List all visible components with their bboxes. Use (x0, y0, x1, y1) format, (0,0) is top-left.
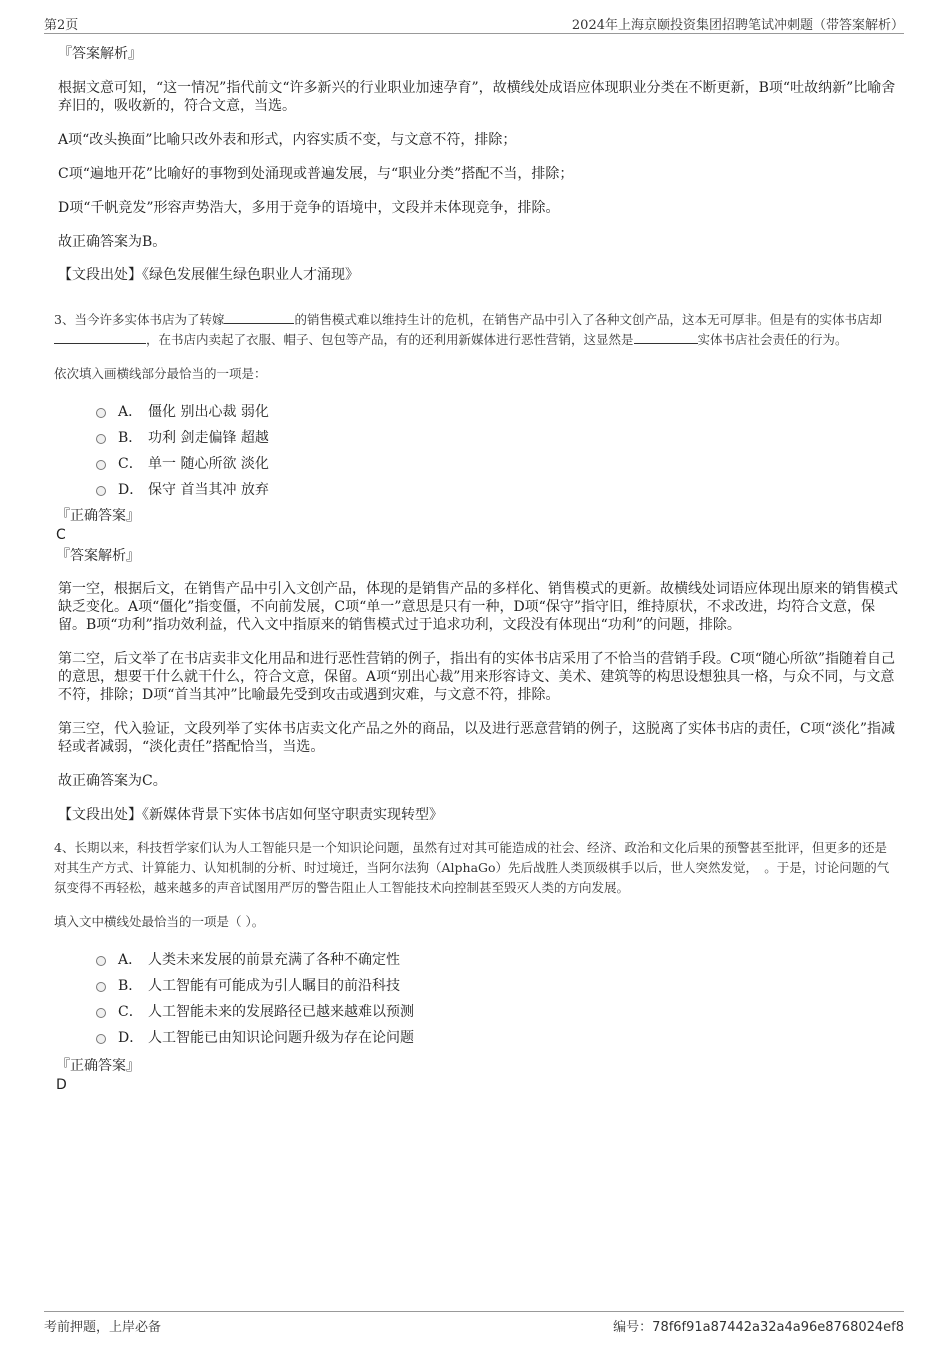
header-divider (44, 33, 904, 34)
footer-code-label: 编号： (613, 1320, 653, 1335)
q3-stem (54, 310, 898, 350)
q3-options (58, 398, 898, 502)
q4-prompt: 填入文中横线处最恰当的一项是（ ）。 (54, 914, 265, 929)
q2-analysis-p2: A项“改头换面”比喻只改外表和形式，内容实质不变，与文意不符，排除； (58, 132, 517, 148)
q3-stem-part1: 3、当今许多实体书店为了转嫁 (54, 312, 225, 327)
q4-option-b[interactable]: B． 人工智能有可能成为引人瞩目的前沿科技 (58, 972, 898, 998)
page-content (54, 44, 898, 1094)
q3-option-a[interactable]: A． 僵化 别出心裁 弱化 (58, 398, 898, 424)
q3-stem-part4: 实体书店社会责任的行为。 (697, 332, 848, 347)
q4-answer-tag: 『正确答案』 (56, 1058, 140, 1074)
q2-source: 【文段出处】《绿色发展催生绿色职业人才涌现》 (58, 267, 359, 283)
q3-option-b[interactable]: B． 功利 剑走偏锋 超越 (58, 424, 898, 450)
page-number: 第2页 (44, 18, 79, 33)
q3-analysis-p2: 第二空，后文举了在书店卖非文化用品和进行恶性营销的例子，指出有的实体书店采用了不恰当的营销手段。C项“随心所欲”指随着自己的意思，想要干什么就干什么，符合文意，保留。A项“别出心裁”用来形容诗文、美术、建筑等的构思设想独具一格，与众不同，与文意不符，排除；D项“首当其冲”比喻最先受到攻击或遇到灾难，与文意不符，排除。 (58, 651, 896, 703)
q3-option-d[interactable]: D． 保守 首当其冲 放弃 (58, 476, 898, 502)
q3-analysis-p1: 第一空，根据后文，在销售产品中引入文创产品，体现的是销售产品的多样化、销售模式的更新。故横线处词语应体现出原来的销售模式缺乏变化。A项“僵化”指变僵，不向前发展，C项“单一”意思是只有一种，D项“保守”指守旧，维持原状，不求改进，均符合文意，保留。B项“功利”指功效利益，代入文中指原来的销售模式过于追求功利，文段没有体现出“功利”的问题，排除。 (58, 581, 898, 633)
q2-conclusion: 故正确答案为B。 (58, 234, 167, 250)
q4-option-d[interactable]: D． 人工智能已由知识论问题升级为存在论问题 (58, 1024, 898, 1050)
q4-answer: D (56, 1077, 67, 1093)
q3-blank-1 (224, 311, 294, 324)
footer-slogan: 考前押题，上岸必备 (44, 1320, 162, 1335)
q3-source: 【文段出处】《新媒体背景下实体书店如何坚守职责实现转型》 (58, 807, 443, 823)
q4-option-c[interactable]: C． 人工智能未来的发展路径已越来越难以预测 (58, 998, 898, 1024)
q2-analysis-p3: C项“遍地开花”比喻好的事物到处涌现或普遍发展，与“职业分类”搭配不当，排除； (58, 166, 574, 182)
q4-option-a[interactable]: A． 人类未来发展的前景充满了各种不确定性 (58, 946, 898, 972)
q3-stem-part2: 的销售模式难以维持生计的危机，在销售产品中引入了各种文创产品，这本无可厚非。但是有的实体书店却 (294, 312, 882, 327)
q3-answer: C (56, 527, 66, 543)
radio-icon[interactable] (96, 1008, 106, 1018)
footer-code (613, 1316, 904, 1335)
radio-icon[interactable] (96, 982, 106, 992)
radio-icon[interactable] (96, 408, 106, 418)
q3-analysis-p3: 第三空，代入验证，文段列举了实体书店卖文化产品之外的商品，以及进行恶意营销的例子，这脱离了实体书店的责任，C项“淡化”指减轻或者减弱，“淡化责任”搭配恰当，当选。 (58, 721, 896, 755)
q2-analysis-p4: D项“千帆竞发”形容声势浩大，多用于竞争的语境中，文段并未体现竞争，排除。 (58, 200, 560, 216)
document-title: 2024年上海京颐投资集团招聘笔试冲刺题（带答案解析） (571, 18, 904, 33)
footer-divider (44, 1311, 904, 1312)
footer-code-value: 78f6f91a87442a32a4a96e8768024ef8 (652, 1320, 904, 1335)
q3-stem-part3: ，在书店内卖起了衣服、帽子、包包等产品，有的还利用新媒体进行恶性营销，这显然是 (146, 332, 634, 347)
radio-icon[interactable] (96, 434, 106, 444)
q3-analysis-tag: 『答案解析』 (56, 548, 140, 564)
q4-options (58, 946, 898, 1050)
q3-conclusion: 故正确答案为C。 (58, 773, 167, 789)
q3-blank-3 (634, 331, 698, 344)
q3-option-c[interactable]: C． 单一 随心所欲 淡化 (58, 450, 898, 476)
radio-icon[interactable] (96, 1034, 106, 1044)
q3-answer-tag: 『正确答案』 (56, 508, 140, 524)
q2-analysis-p1: 根据文意可知，“这一情况”指代前文“许多新兴的行业职业加速孕育”，故横线处成语应体现职业分类在不断更新，B项“吐故纳新”比喻舍弃旧的，吸收新的，符合文意，当选。 (58, 80, 896, 114)
q2-analysis-tag: 『答案解析』 (58, 46, 142, 62)
radio-icon[interactable] (96, 956, 106, 966)
q4-stem: 4、长期以来，科技哲学家们认为人工智能只是一个知识论问题，虽然有过对其可能造成的社会、经济、政治和文化后果的预警甚至批评，但更多的还是对其生产方式、计算能力、认知机制的分析、时过境迁，当阿尔法狗（AlphaGo）先后战胜人类顶级棋手以后，世人突然发觉， 。于是，讨论问题的气氛变得不再轻松，越来越多的声音试图用严厉的警告阻止人工智能技术向控制甚至毁灭人类的方向发展。 (54, 840, 890, 895)
radio-icon[interactable] (96, 460, 106, 470)
radio-icon[interactable] (96, 486, 106, 496)
q3-prompt: 依次填入画横线部分最恰当的一项是： (54, 366, 267, 381)
q3-blank-2 (54, 331, 146, 344)
